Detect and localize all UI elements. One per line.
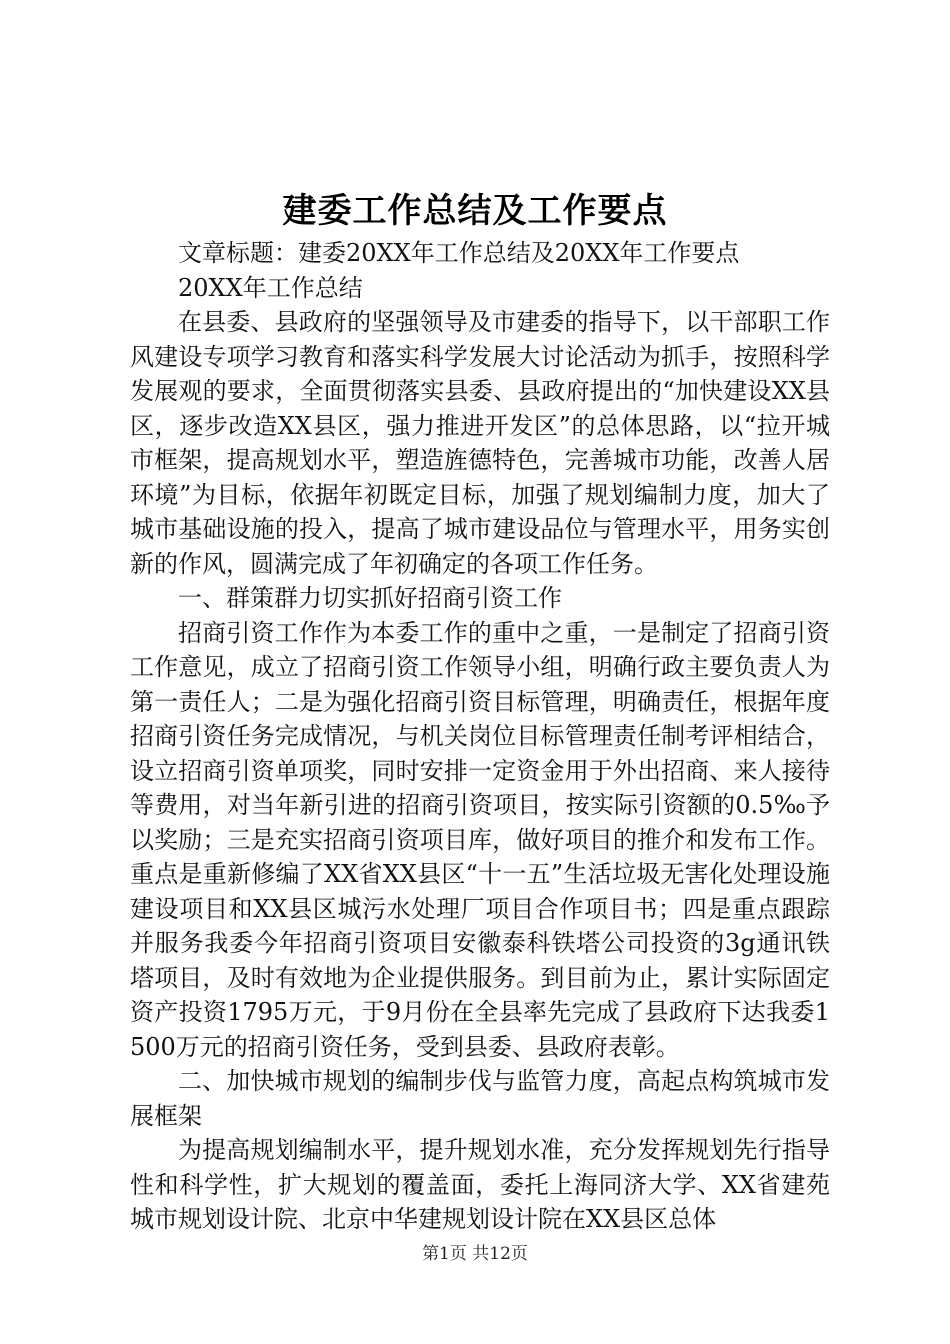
section-heading-summary: 20XX年工作总结 [178, 273, 363, 302]
section-heading-2: 二、加快城市规划的编制步伐与监管力度，高起点构筑城市发展框架 [130, 1067, 830, 1130]
document-title: 建委工作总结及工作要点 [282, 191, 668, 231]
section-heading-1: 一、群策群力切实抓好招商引资工作 [178, 584, 562, 612]
page-footer: 第1页 共12页 [422, 1244, 528, 1264]
paragraph-investment: 招商引资工作作为本委工作的重中之重，一是制定了招商引资工作意见，成立了招商引资工作领导小组，明确行政主要负责人为第一责任人；二是为强化招商引资目标管理，明确责任，根据年度招商引资任务完成情况，与机关岗位目标管理责任制考评相结合，设立招商引资单项奖，同时安排一定资金用于外出招商、来人接待等费用，对当年新引进的招商引资项目，按实际引资额的0.5‰予以奖励；三是充实招商引资项目库，做好项目的推介和发布工作。重点是重新修编了XX省XX县区“十一五”生活垃圾无害化处理设施建设项目和XX县区城污水处理厂项目合作项目书；四是重点跟踪并服务我委今年招商引资项目安徽泰科铁塔公司投资的3g通讯铁塔项目，及时有效地为企业提供服务。到目前为止，累计实际固定资产投资1795万元，于9月份在全县率先完成了县政府下达我委1500万元的招商引资任务，受到县委、县政府表彰。 [130, 618, 830, 1061]
article-title-line: 文章标题：建委20XX年工作总结及20XX年工作要点 [178, 239, 740, 267]
document-body [130, 236, 830, 1237]
paragraph-planning: 为提高规划编制水平，提升规划水准，充分发挥规划先行指导性和科学性，扩大规划的覆盖面，委托上海同济大学、XX省建苑城市规划设计院、北京中华建规划设计院在XX县区总体 [130, 1136, 830, 1233]
paragraph-intro: 在县委、县政府的坚强领导及市建委的指导下，以干部职工作风建设专项学习教育和落实科学发展大讨论活动为抓手，按照科学发展观的要求，全面贯彻落实县委、县政府提出的“加快建设XX县区，逐步改造XX县区，强力推进开发区”的总体思路，以“拉开城市框架，提高规划水平，塑造旌德特色，完善城市功能，改善人居环境”为目标，依据年初既定目标，加强了规划编制力度，加大了城市基础设施的投入，提高了城市建设品位与管理水平，用务实创新的作风，圆满完成了年初确定的各项工作任务。 [130, 308, 830, 578]
